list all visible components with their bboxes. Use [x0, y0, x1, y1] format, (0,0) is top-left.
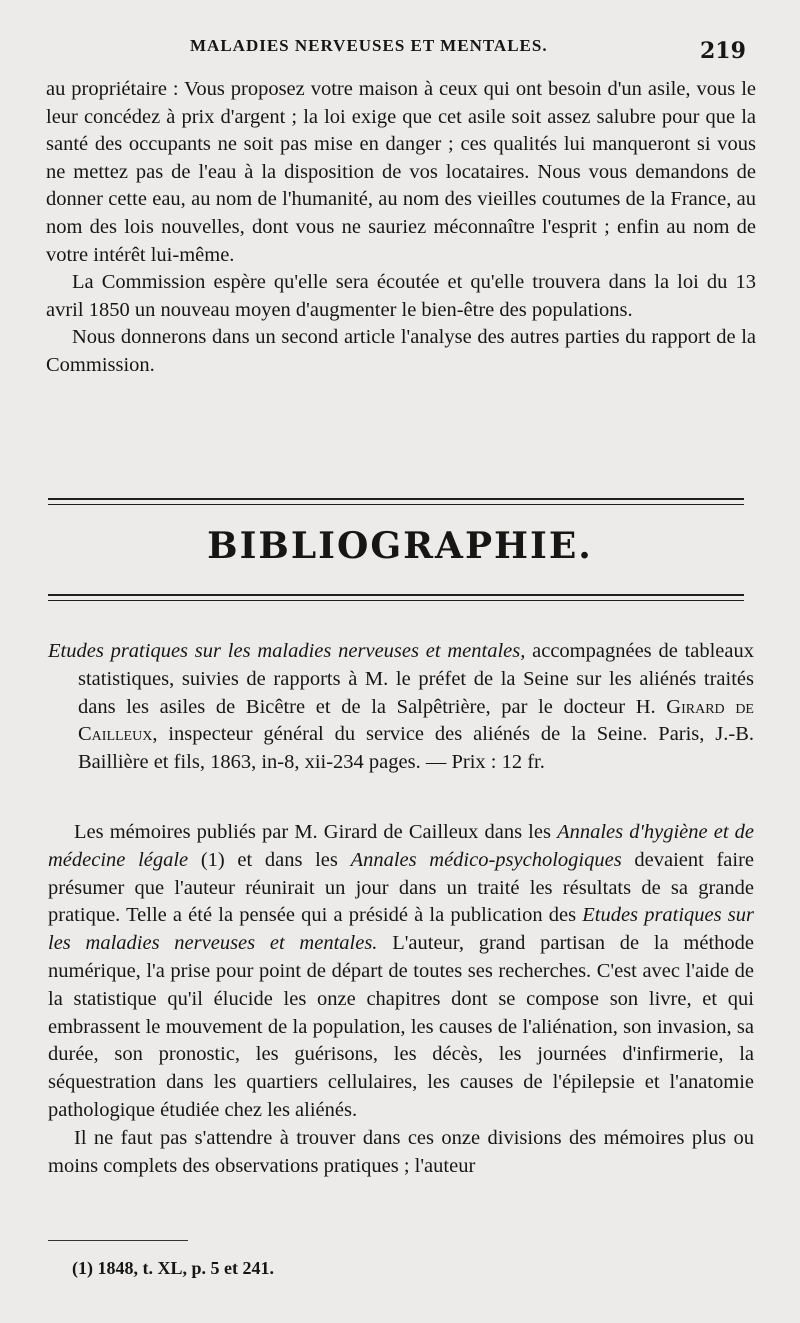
running-title: MALADIES NERVEUSES ET MENTALES. [190, 36, 548, 55]
review-paragraph-1 [48, 819, 754, 1125]
section-rule-top [48, 498, 744, 500]
section-title: BIBLIOGRAPHIE. [207, 525, 593, 567]
footnote: (1) 1848, t. XL, p. 5 et 241. [72, 1258, 274, 1278]
journal-title-1: Annales d'hygiène et de médecine légale [48, 821, 754, 871]
section-rule-top-thin [48, 504, 744, 505]
page-number: 219 [700, 38, 746, 64]
review-p1-c: devaient faire présumer que l'auteur réunirait un jour dans un traité les résultats de sa grande pratique. Telle a été la pensée qui a présidé à la publication des [48, 848, 755, 927]
review-paragraph-2: Il ne faut pas s'attendre à trouver dans ces onze divisions des mémoires plus ou moins complets des observations pratiques ; l'auteur [48, 1126, 754, 1177]
book-author: H. Girard de Cailleux, [78, 695, 754, 746]
section-rule-bottom [48, 594, 744, 596]
paragraph-1: au propriétaire : Vous proposez votre maison à ceux qui ont besoin d'un asile, vous le leur concédez à prix d'argent ; la loi exige que cet asile soit assez salubre pour que la santé des occupants ne soit pas mise en danger ; ces qualités lui manqueront si vous ne mettez pas de l'eau à la disposition de vos locataires. Nous vous demandons de donner cette eau, au nom de l'humanité, au nom des vieilles coutumes de la France, au nom des lois nouvelles, dont vous ne sauriez méconnaître l'esprit ; enfin au nom de votre intérêt lui-même. [46, 78, 756, 266]
book-description-2: inspecteur général du service des aliénés de la Seine. Paris, J.-B. Baillière et fils, 1863, in-8, xii-234 pages. — Prix : 12 fr. [78, 723, 755, 774]
journal-title-2: Annales médico-psychologiques [350, 848, 622, 871]
footnote-rule [48, 1240, 188, 1241]
review-p1-b: (1) et dans les [200, 848, 338, 871]
bibliography-entry [48, 638, 754, 777]
book-title-inline: Etudes pratiques sur les maladies nerveuses et mentales. [48, 904, 755, 955]
book-description-1: accompagnées de tableaux statistiques, suivies de rapports à M. le préfet de la Seine sur les aliénés traités dans les asiles de Bicêtre et de la Salpêtrière, par le docteur [78, 640, 755, 718]
paragraph-3: Nous donnerons dans un second article l'analyse des autres parties du rapport de la Commission. [46, 326, 756, 376]
book-title: Etudes pratiques sur les maladies nerveuses et mentales, [48, 640, 526, 662]
review-p1-a: Les mémoires publiés par M. Girard de Cailleux dans les [74, 821, 551, 843]
review-p1-d: L'auteur, grand partisan de la méthode numérique, l'a prise pour point de départ de toutes ses recherches. C'est avec l'aide de la statistique qu'il élucide les onze chapitres dont se compose son livre, et qui embrassent le mouvement de la population, les causes de l'aliénation, son invasion, sa durée, son pronostic, les guérisons, les décès, les journées d'infirmerie, la séquestration dans les quartiers cellulaires, les causes de l'épilepsie et l'anatomie pathologique étudiée chez les aliénés. [48, 932, 755, 1121]
top-text-block [46, 76, 756, 380]
review-text [48, 819, 754, 1180]
paragraph-2: La Commission espère qu'elle sera écoutée et qu'elle trouvera dans la loi du 13 avril 1850 un nouveau moyen d'augmenter le bien-être des populations. [46, 271, 756, 321]
section-rule-bottom-thin [48, 600, 744, 601]
